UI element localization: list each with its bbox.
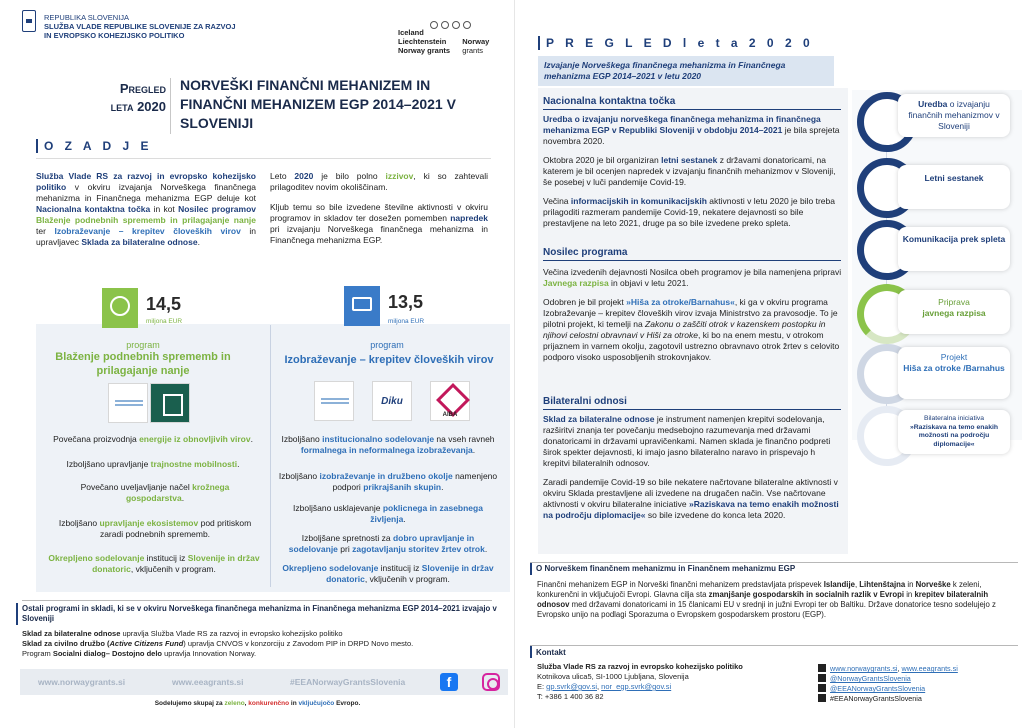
about-text: Finančni mehanizem EGP in Norveški finančni mehanizem predstavljata prispevek Islandije, Lihtenštajna in Norveške k zeleni, konkurenčni in vključujoči Evropi. Glavna cilja sta zmanjšanje gospodarskih in socialnih razlik v Evropi in krepitev bilateralnih odnosov med državami donatoricami in 15 članicami EU v srednji in južni Evropi ter ob Baltiku. Države donatorice tesno sodelujejo z Evropsko unijo na podlagi Sporazuma o Evropskem gospodarskem prostoru (EGP). [537, 580, 996, 619]
contact-links: www.norwaygrants.si, www.eeagrants.si @NorwayGrantsSlovenia @EEANorwayGrantsSlovenia #EEANorwayGrantsSlovenia [830, 664, 1020, 704]
timeline-item-uredba: Uredba o izvajanju finančnih mehanizmov v Sloveniji [898, 94, 1010, 137]
nkt-underline [543, 109, 841, 110]
program1-unit: miljona EUR [146, 318, 183, 325]
pregled-label: Pregled leta 2020 [110, 81, 166, 114]
program2-label: program [370, 340, 404, 350]
partner-logo-diku: Diku [372, 381, 412, 421]
web-link-2[interactable]: www.eeagrants.si [901, 664, 958, 673]
grants-logo-col1: Iceland Liechtenstein Norway grants [398, 28, 451, 55]
contact-title: Kontakt [536, 648, 566, 657]
timeline-item-komunikacija: Komunikacija prek spleta [898, 227, 1010, 271]
ozadje-col2: Leto 2020 je bilo polno izzivov, ki so zahtevali prilagoditev novim okoliščinam. Kljub temu so bile izvedene številne aktivnosti v okviru programov in skladov ter dosežen pomemben napredek pri izvajanju Norveškega finančnega mehanizma in Finančnega mehanizma EGP. [270, 171, 488, 245]
program2-outcome-4: Izboljšane spretnosti za dobro upravljanje in sodelovanje pri zagotavljanju storitev žrtev otrok. [288, 533, 488, 554]
other-accent-bar [16, 603, 18, 625]
program1-outcome-2: Izboljšano upravljanje trajnostne mobilnosti. [66, 459, 240, 469]
right-page-heading: P R E G L E D l e t a 2 0 2 0 [538, 36, 814, 50]
program2-outcome-2: Izboljšano izobraževanje in družbeno okolje namenjeno podpori prikrajšanih skupin. [278, 471, 498, 492]
program2-unit: miljona EUR [388, 318, 425, 325]
timeline-item-razpis: Priprava javnega razpisa [898, 290, 1010, 334]
title-divider [170, 78, 171, 134]
contact-accent-bar [530, 646, 532, 658]
timeline-item-bilateralna: Bilateralna iniciativa »Raziskava na temo enakih možnosti na področju diplomacije« [898, 410, 1010, 454]
ozadje-heading: O Z A D J E [36, 139, 152, 153]
partner-logo-directorate [150, 383, 190, 423]
program1-label: program [126, 340, 160, 350]
grants-logo-icon [430, 16, 490, 26]
bilateral-heading: Bilateralni odnosi [543, 396, 627, 407]
footer-slogan: Sodelujemo skupaj za zeleno, konkurenčno in vključujočo Evropo. [154, 700, 361, 707]
timeline-item-barnahus: Projekt Hiša za otroke /Barnahus [898, 347, 1010, 399]
facebook-handle[interactable]: @NorwayGrantsSlovenia [830, 674, 911, 683]
program2-name: Izobraževanje – krepitev človeških virov [284, 354, 494, 366]
nosilec-text: Večina izvedenih dejavnosti Nosilca obeh programov je bila namenjena pripravi Javnega razpisa in objavi v letu 2021. Odobren je bil projekt »Hiša za otroke/Barnahus«, ki ga v okviru programa Izobraževanje – krepitev človeških virov izvaja Ministrstvo za pravosodje. To je pilotni projekt, ki temelji na Zakonu o zaščiti otrok v kazenskem postopku in njihovi celostni obravnavi v Hiši za otroke, ki bo na enem mestu, v otrokom prijaznem in varnem okolju, zagotovil ustrezno obravnavo otrok žrtev s celovito podporo visoko usposobljenih strokovnjakov. [543, 267, 842, 362]
nkt-text: Uredba o izvajanju norveškega finančnega mehanizma in finančnega mehanizma EGP v Republiki Sloveniji v obdobju 2014–2021 je bila sprejeta novembra 2020. Oktobra 2020 je bil organiziran letni sestanek z državami donatoricami, na katerem je bil ocenjen napredek v izvajanju finančnih mehanizmov v Sloveniji, še posebej v luči pandemije Covid-19. Večina informacijskih in komunikacijskih aktivnosti v letu 2020 je bilo treba prilagoditi razmeram pandemije Covid-19, nekatere dejavnosti so bile prestavljene na leto 2021, druge pa so bile izvedene preko spleta. [543, 114, 840, 228]
email-link-2[interactable]: nor_egp.svrk@gov.si [601, 682, 672, 691]
books-icon [344, 286, 380, 326]
program1-outcome-1: Povečana proizvodnja energije iz obnovljivih virov. [53, 434, 253, 444]
nosilec-underline [543, 260, 841, 261]
instagram-small-icon [818, 684, 826, 692]
page-fold [514, 0, 515, 728]
about-accent-bar [530, 563, 532, 575]
footer-link-norwaygrants[interactable]: www.norwaygrants.si [38, 677, 126, 687]
instagram-handle[interactable]: @EEANorwayGrantsSlovenia [830, 684, 926, 693]
web-link-1[interactable]: www.norwaygrants.si [830, 664, 898, 673]
facebook-icon[interactable]: f [440, 673, 458, 691]
nosilec-heading: Nosilec programa [543, 247, 628, 258]
about-title: O Norveškem finančnem mehanizmu in Finančnem mehanizmu EGP [536, 564, 796, 573]
program2-outcome-1: Izboljšano institucionalno sodelovanje na vseh ravneh formalnega in neformalnega izobraževanja. [281, 434, 495, 455]
program1-outcome-4: Izboljšano upravljanje ekosistemov pod pritiskom zaradi podnebnih sprememb. [58, 518, 252, 539]
timeline-item-letni-sestanek: Letni sestanek [898, 165, 1010, 209]
other-divider [22, 600, 492, 601]
contact-info: Služba Vlade RS za razvoj in evropsko kohezijsko politiko Kotnikova ulica5, SI-1000 Ljubljana, Slovenija E: gp.svrk@gov.si, nor_egp.svrk@gov.si T: +386 1 400 36 82 [537, 662, 743, 701]
contact-icons [818, 664, 827, 704]
partner-logo-aiba: AIBA [430, 381, 470, 421]
hashtag-icon [818, 694, 826, 702]
web-icon [818, 664, 826, 672]
government-office-name: REPUBLIKA SLOVENIJA SLUŽBA VLADE REPUBLIKE SLOVENIJE ZA RAZVOJ IN EVROPSKO KOHEZIJSKO POLITIKO [44, 13, 236, 40]
program2-outcome-5: Okrepljeno sodelovanje institucij iz Slovenije in držav donatoric, vključenih v program. [282, 563, 494, 584]
footer-link-eeagrants[interactable]: www.eeagrants.si [172, 677, 244, 687]
page-title: NORVEŠKI FINANČNI MEHANIZEM IN FINANČNI MEHANIZEM EGP 2014–2021 V SLOVENIJI [180, 77, 456, 131]
contact-divider [530, 645, 1018, 646]
facebook-small-icon [818, 674, 826, 682]
grants-logo-col2: Norway grants [462, 37, 490, 55]
ozadje-col1: Služba Vlade RS za razvoj in evropsko kohezijsko politiko v okviru izvajanja Norveškega finančnega mehanizma in Finančnega mehanizma EGP deluje kot Nacionalna kontaktna točka in kot Nosilec programov Blaženje podnebnih sprememb in prilagajanje nanje ter Izobraževanje – krepitev človeških virov in upravljavec Sklada za bilateralne odnose. [36, 171, 256, 247]
partner-logo-ministry [108, 383, 148, 423]
other-programs-title: Ostali programi in skladi, ki se v okviru Norveškega finančnega mehanizma in Finančnega mehanizma EGP 2014–2021 izvajajo v Sloveniji [22, 604, 497, 623]
footer-hashtag: #EEANorwayGrantsSlovenia [290, 677, 406, 687]
instagram-icon[interactable] [482, 673, 500, 691]
program2-amount: 13,5 [388, 292, 424, 312]
programs-divider [270, 325, 271, 587]
program2-outcome-3: Izboljšano usklajevanje poklicnega in zasebnega življenja. [293, 503, 483, 524]
hashtag-text: #EEANorwayGrantsSlovenia [830, 694, 922, 703]
bilateral-text: Sklad za bilateralne odnose je instrument namenjen krepitvi sodelovanja, razširitvi znanja ter povečanju medsebojno razumevanja med državami donatoricami in državami upravičenkami. Namen sklada je finančno podpreti širok spekter dejavnosti, ki imajo jasno bilateralno naravo in prispevajo h krepitvi bilateralnih odnosov. Zaradi pandemije Covid-19 so bile nekatere načrtovane bilateralne aktivnosti v okviru Sklada prestavljene ali izvedene na drugačen način. Vse načrtovane aktivnosti v okviru bilateralne iniciative »Raziskava na temo enakih možnosti na področju diplomacije« so bile izvedene do konca leta 2020. [543, 414, 839, 520]
right-page-subheading: Izvajanje Norveškega finančnega mehanizma in Finančnega mehanizma EGP 2014–2021 v letu 2020 [538, 56, 834, 86]
bilateral-underline [543, 409, 841, 410]
email-link-1[interactable]: gp.svrk@gov.si [546, 682, 597, 691]
program1-outcome-5: Okrepljeno sodelovanje institucij iz Slovenije in držav donatoric, vključenih v program. [48, 553, 260, 574]
grants-logo [398, 28, 489, 55]
ozadje-divider [36, 158, 491, 159]
program1-outcome-3: Povečano uveljavljanje načel krožnega gospodarstva. [80, 482, 230, 503]
partner-logo-ministry-education [314, 381, 354, 421]
nkt-heading: Nacionalna kontaktna točka [543, 96, 676, 107]
program1-name: Blaženje podnebnih sprememb in prilagajanje nanje [55, 351, 231, 377]
program1-amount: 14,5 [146, 294, 182, 314]
other-programs-text: Sklad za bilateralne odnose upravlja Služba Vlade RS za razvoj in evropsko kohezijsko politiko Sklad za civilno družbo (Active Citizens Fund) upravlja CNVOS v konzorciju z Zavodom PIP in DRPD Novo mesto. Program Socialni dialog– Dostojno delo upravlja Innovation Norway. [22, 629, 414, 658]
globe-icon [102, 288, 138, 328]
slovenia-coat-of-arms-icon [22, 10, 36, 32]
